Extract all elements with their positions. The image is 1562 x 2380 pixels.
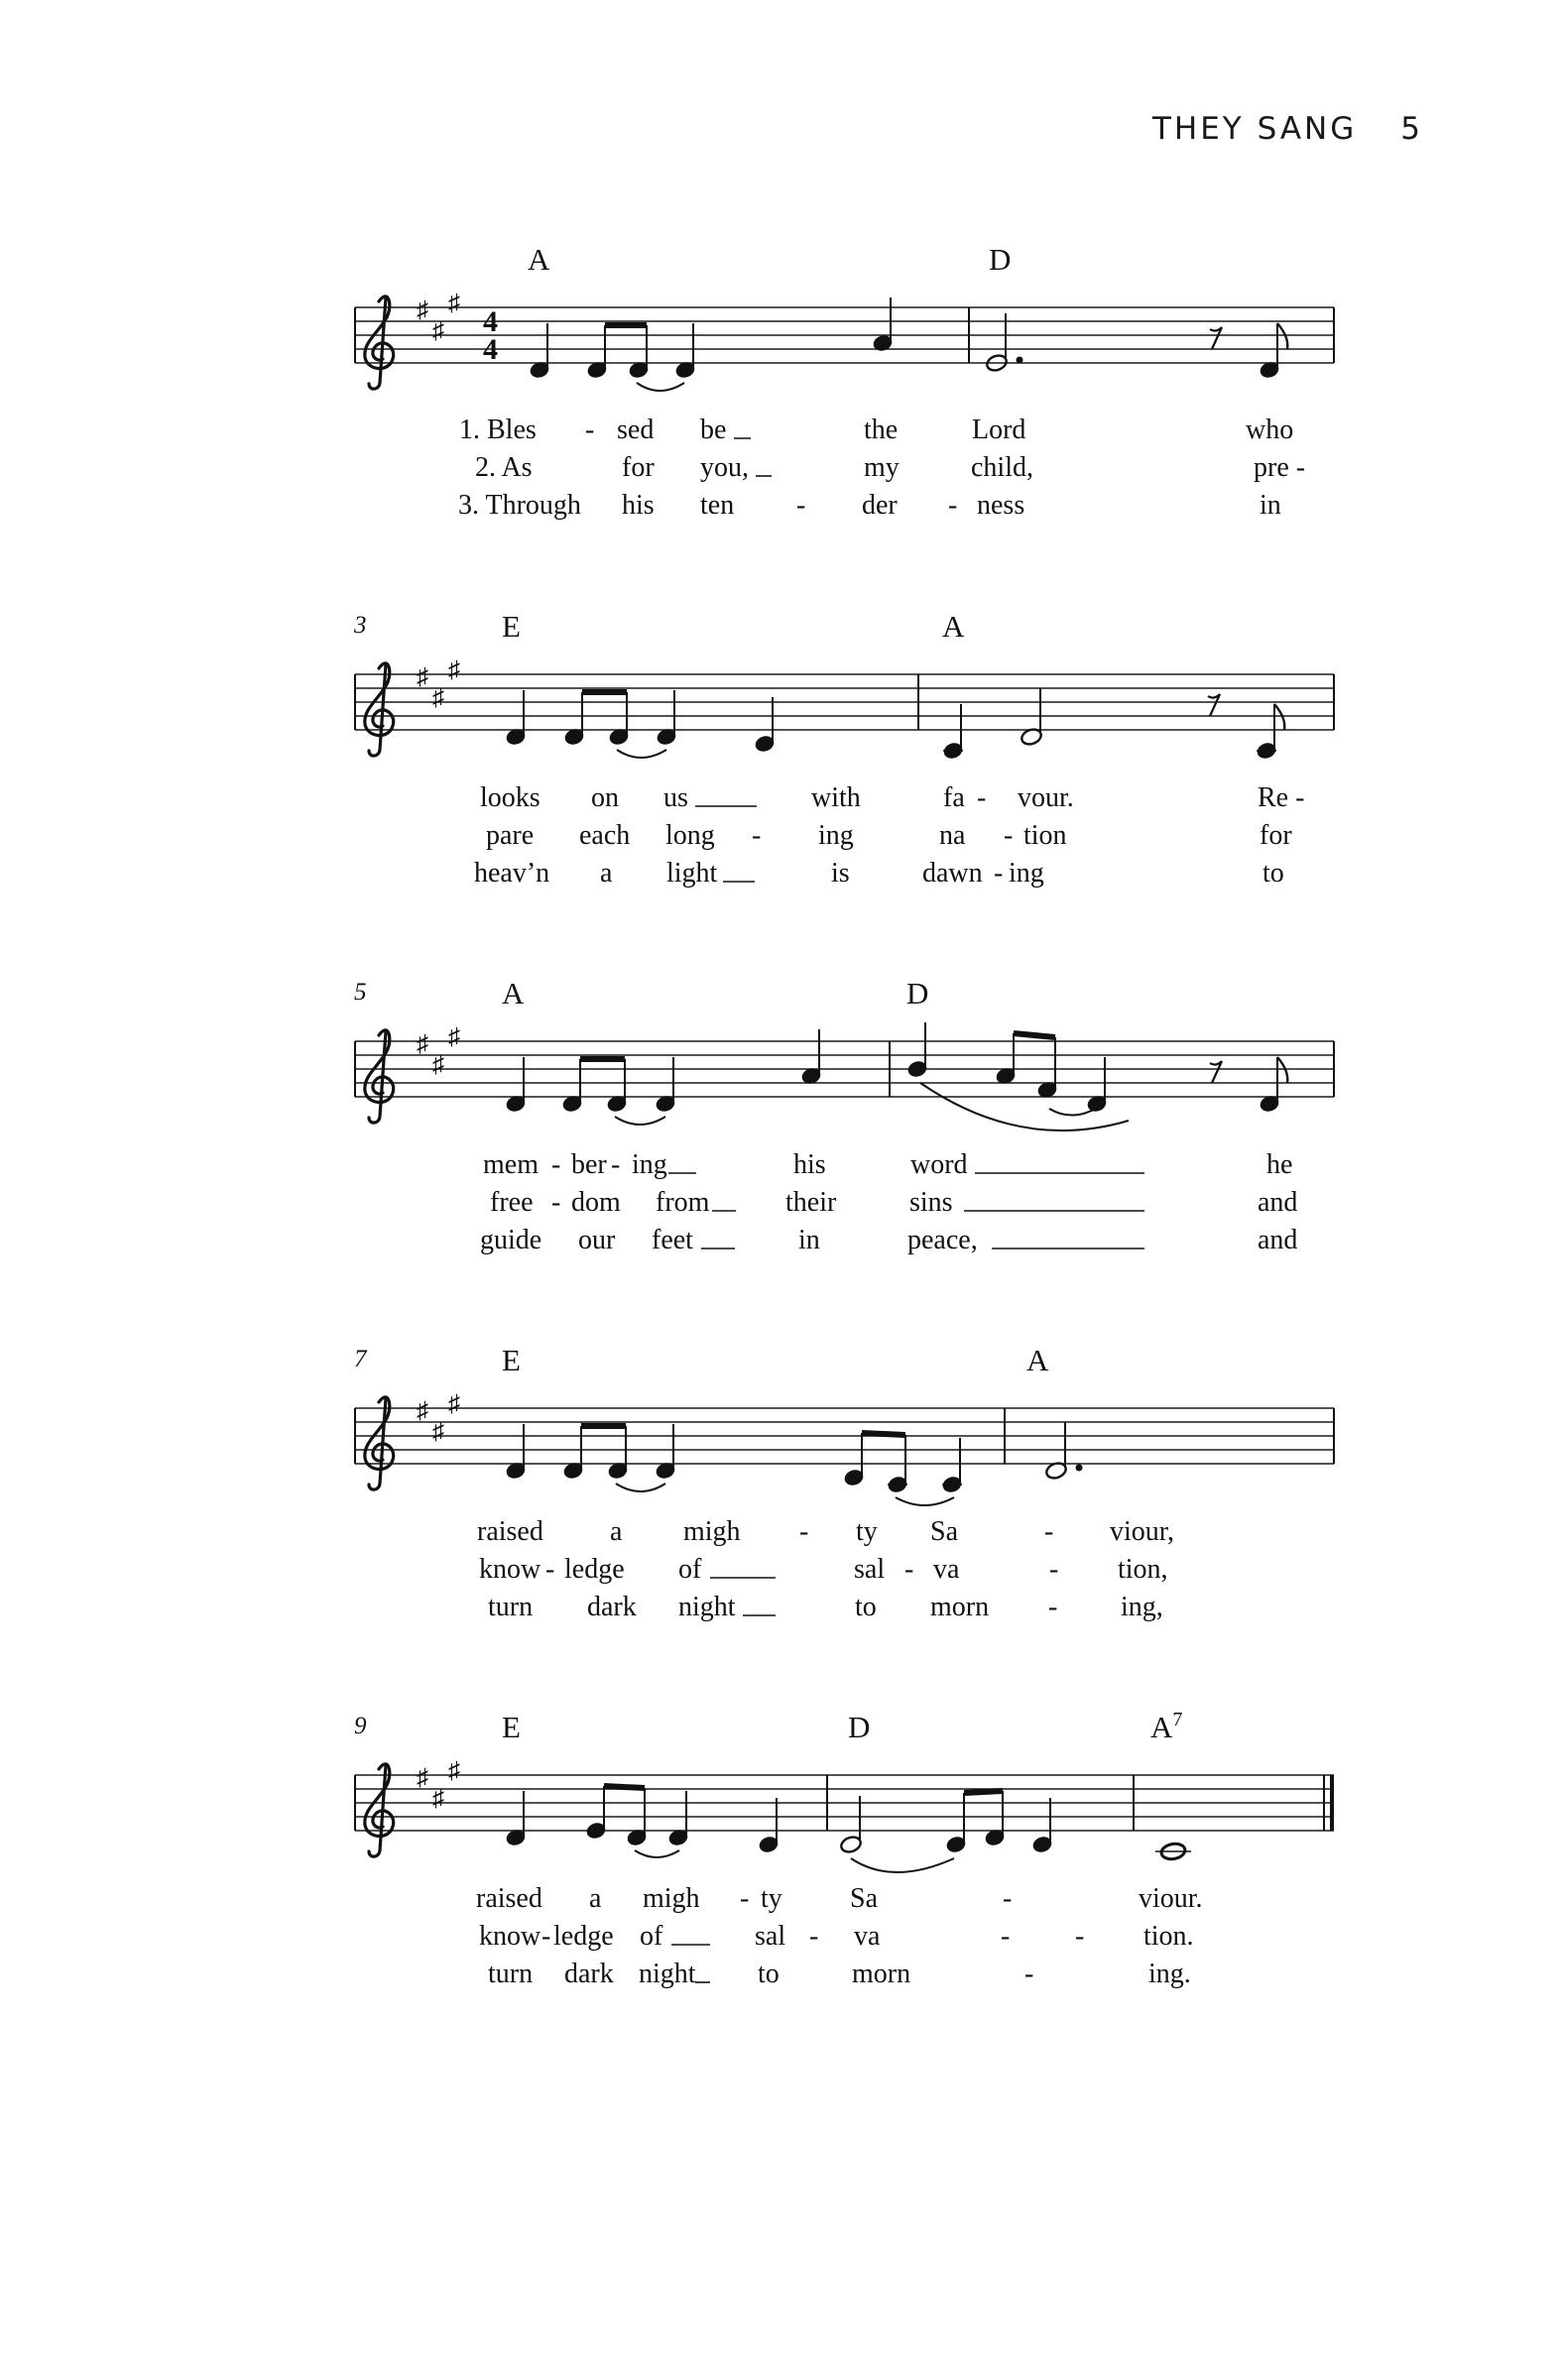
svg-text:ber: ber bbox=[571, 1149, 607, 1180]
svg-text:-: - bbox=[809, 1921, 819, 1952]
svg-text:feet: feet bbox=[652, 1225, 693, 1255]
svg-text:my: my bbox=[864, 452, 900, 483]
svg-text:sal: sal bbox=[854, 1554, 886, 1585]
svg-text:-: - bbox=[1049, 1554, 1059, 1585]
svg-text:night: night bbox=[639, 1959, 696, 1989]
svg-text:-: - bbox=[752, 820, 762, 851]
svg-text:sins: sins bbox=[909, 1187, 953, 1218]
svg-text:-: - bbox=[1001, 1921, 1011, 1952]
treble-clef-icon bbox=[365, 1030, 394, 1123]
treble-clef-icon bbox=[365, 1764, 394, 1856]
system-2 bbox=[353, 609, 1334, 889]
svg-text:-: - bbox=[611, 1149, 621, 1180]
svg-text:mem: mem bbox=[483, 1149, 539, 1180]
key-signature bbox=[417, 291, 460, 344]
svg-text:for: for bbox=[622, 452, 655, 483]
sharp-icon: ♯ bbox=[432, 1419, 444, 1445]
svg-text:migh: migh bbox=[643, 1883, 700, 1914]
svg-text:and: and bbox=[1258, 1187, 1298, 1218]
staff-lines bbox=[355, 1041, 1334, 1097]
svg-text:-: - bbox=[1048, 1592, 1058, 1622]
svg-text:vour.: vour. bbox=[1018, 782, 1074, 813]
sharp-icon: ♯ bbox=[417, 298, 428, 323]
svg-text:peace,: peace, bbox=[907, 1225, 978, 1255]
key-signature bbox=[417, 1391, 460, 1445]
chord-symbol: E bbox=[502, 609, 521, 644]
chord-symbol: A bbox=[942, 609, 965, 644]
svg-text:he: he bbox=[1266, 1149, 1293, 1180]
svg-text:-: - bbox=[796, 490, 806, 521]
notes bbox=[529, 298, 1287, 391]
svg-text:heav’n: heav’n bbox=[474, 858, 550, 889]
notes bbox=[505, 688, 1284, 761]
svg-text:-: - bbox=[1024, 1959, 1034, 1989]
lyric-line-verse-1 bbox=[476, 1883, 1203, 1914]
measure-number: 7 bbox=[354, 1346, 367, 1372]
sharp-icon: ♯ bbox=[417, 1031, 428, 1057]
lyric-line-verse-1 bbox=[480, 782, 1304, 813]
svg-text:ing,: ing, bbox=[1121, 1592, 1163, 1622]
lyric-line-verse-1 bbox=[483, 1149, 1292, 1180]
svg-text:dark: dark bbox=[587, 1592, 637, 1622]
sharp-icon: ♯ bbox=[417, 664, 428, 690]
svg-text:ing.: ing. bbox=[1148, 1959, 1191, 1989]
sharp-icon: ♯ bbox=[448, 1391, 460, 1417]
svg-text:word: word bbox=[910, 1149, 968, 1180]
svg-text:-: - bbox=[545, 1554, 555, 1585]
chord-symbol: A bbox=[502, 976, 525, 1011]
time-signature-bottom: 4 bbox=[483, 333, 498, 366]
svg-text:morn: morn bbox=[930, 1592, 990, 1622]
sharp-icon: ♯ bbox=[432, 1786, 444, 1812]
system-3 bbox=[354, 976, 1334, 1255]
svg-text:va: va bbox=[933, 1554, 960, 1585]
chord-symbols bbox=[528, 242, 1011, 277]
sharp-icon: ♯ bbox=[417, 1398, 428, 1424]
svg-text:fa: fa bbox=[943, 782, 965, 813]
lyric-line-verse-1 bbox=[459, 415, 1293, 445]
notes bbox=[505, 1786, 1191, 1872]
svg-text:3. Through: 3. Through bbox=[458, 490, 581, 521]
svg-text:ledge: ledge bbox=[564, 1554, 625, 1585]
svg-text:who: who bbox=[1246, 415, 1294, 445]
staff-lines bbox=[355, 307, 1334, 363]
chord-symbol: $A^7$ bbox=[1150, 1709, 1183, 1744]
svg-text:pre -: pre - bbox=[1254, 452, 1306, 483]
svg-text:-: - bbox=[740, 1883, 750, 1914]
sharp-icon: ♯ bbox=[448, 1758, 460, 1784]
notes bbox=[505, 1022, 1287, 1130]
svg-text:-: - bbox=[541, 1921, 551, 1952]
time-signature bbox=[483, 305, 498, 366]
eighth-rest-icon bbox=[1210, 1061, 1222, 1083]
svg-text:ing: ing bbox=[632, 1149, 667, 1180]
eighth-rest-icon bbox=[1210, 327, 1222, 349]
svg-text:ing: ing bbox=[1009, 858, 1044, 889]
key-signature bbox=[417, 1024, 460, 1078]
chord-symbol: D bbox=[906, 976, 929, 1011]
svg-text:night: night bbox=[678, 1592, 736, 1622]
svg-text:looks: looks bbox=[480, 782, 541, 813]
svg-text:each: each bbox=[579, 820, 631, 851]
sharp-icon: ♯ bbox=[432, 318, 444, 344]
svg-text:guide: guide bbox=[480, 1225, 542, 1255]
svg-text:their: their bbox=[785, 1187, 837, 1218]
lyric-line-verse-2 bbox=[490, 1187, 1297, 1218]
svg-text:1. Bles: 1. Bles bbox=[459, 415, 537, 445]
svg-text:migh: migh bbox=[683, 1516, 741, 1547]
svg-text:-: - bbox=[585, 415, 595, 445]
lyric-line-verse-3 bbox=[488, 1592, 1163, 1622]
svg-text:pare: pare bbox=[486, 820, 535, 851]
system-5 bbox=[354, 1709, 1334, 1989]
chord-symbols bbox=[502, 609, 965, 644]
svg-text:-: - bbox=[551, 1187, 561, 1218]
lyric-line-verse-3 bbox=[480, 1225, 1297, 1255]
svg-text:-: - bbox=[1075, 1921, 1085, 1952]
svg-text:us: us bbox=[663, 782, 688, 813]
treble-clef-icon bbox=[365, 297, 394, 389]
chord-symbol: A bbox=[528, 242, 550, 277]
svg-text:ty: ty bbox=[761, 1883, 782, 1914]
lyrics bbox=[480, 1149, 1297, 1255]
svg-text:-: - bbox=[1004, 820, 1014, 851]
svg-text:dawn: dawn bbox=[922, 858, 983, 889]
svg-text:turn: turn bbox=[488, 1959, 534, 1989]
lyrics bbox=[458, 415, 1305, 521]
svg-text:for: for bbox=[1260, 820, 1292, 851]
chord-symbol: D bbox=[989, 242, 1012, 277]
sharp-icon: ♯ bbox=[432, 1052, 444, 1078]
sharp-icon: ♯ bbox=[417, 1765, 428, 1791]
svg-text:morn: morn bbox=[852, 1959, 911, 1989]
svg-text:our: our bbox=[578, 1225, 616, 1255]
svg-text:you,: you, bbox=[700, 452, 749, 483]
svg-text:Sa: Sa bbox=[930, 1516, 958, 1547]
svg-text:of: of bbox=[640, 1921, 663, 1952]
svg-text:a: a bbox=[610, 1516, 623, 1547]
svg-text:with: with bbox=[811, 782, 861, 813]
svg-text:dom: dom bbox=[571, 1187, 621, 1218]
sharp-icon: ♯ bbox=[448, 291, 460, 316]
svg-text:ty: ty bbox=[856, 1516, 878, 1547]
svg-text:-: - bbox=[994, 858, 1004, 889]
measure-number: 3 bbox=[354, 612, 367, 639]
svg-text:of: of bbox=[678, 1554, 702, 1585]
key-signature bbox=[417, 657, 460, 711]
lyric-line-verse-2 bbox=[479, 1554, 1168, 1585]
svg-text:to: to bbox=[758, 1959, 780, 1989]
svg-text:Re -: Re - bbox=[1258, 782, 1305, 813]
svg-text:-: - bbox=[551, 1149, 561, 1180]
staff-lines bbox=[355, 674, 1334, 730]
svg-text:from: from bbox=[656, 1187, 710, 1218]
treble-clef-icon bbox=[365, 663, 394, 756]
sharp-icon: ♯ bbox=[448, 1024, 460, 1050]
svg-text:light: light bbox=[666, 858, 718, 889]
svg-text:child,: child, bbox=[971, 452, 1033, 483]
svg-text:a: a bbox=[600, 858, 613, 889]
lyrics bbox=[474, 782, 1304, 889]
svg-text:der: der bbox=[862, 490, 898, 521]
chord-symbols bbox=[502, 976, 928, 1011]
svg-text:ness: ness bbox=[977, 490, 1025, 521]
lyric-line-verse-1 bbox=[477, 1516, 1174, 1547]
lyric-line-verse-3 bbox=[488, 1959, 1191, 1989]
svg-text:turn: turn bbox=[488, 1592, 534, 1622]
measure-number: 9 bbox=[354, 1713, 367, 1739]
treble-clef-icon bbox=[365, 1397, 394, 1489]
svg-text:his: his bbox=[622, 490, 655, 521]
svg-text:viour.: viour. bbox=[1139, 1883, 1203, 1914]
chord-symbols bbox=[502, 1343, 1049, 1377]
svg-text:long: long bbox=[665, 820, 715, 851]
staff-lines bbox=[355, 1408, 1334, 1464]
svg-text:his: his bbox=[793, 1149, 826, 1180]
svg-text:tion,: tion, bbox=[1118, 1554, 1168, 1585]
svg-text:in: in bbox=[798, 1225, 820, 1255]
lyrics bbox=[476, 1883, 1203, 1989]
svg-text:to: to bbox=[1262, 858, 1284, 889]
time-signature-top: 4 bbox=[483, 305, 498, 338]
svg-text:a: a bbox=[589, 1883, 602, 1914]
svg-text:2. As: 2. As bbox=[475, 452, 533, 483]
chord-symbols bbox=[502, 1709, 1182, 1744]
svg-text:-: - bbox=[948, 490, 958, 521]
svg-text:sal: sal bbox=[755, 1921, 786, 1952]
svg-text:-: - bbox=[977, 782, 987, 813]
svg-text:know: know bbox=[479, 1554, 541, 1585]
lyric-line-verse-2 bbox=[475, 452, 1305, 483]
chord-symbol: A bbox=[1026, 1343, 1049, 1377]
svg-text:dark: dark bbox=[564, 1959, 614, 1989]
running-title: THEY SANG bbox=[1151, 111, 1358, 147]
system-1 bbox=[355, 242, 1334, 521]
svg-text:na: na bbox=[939, 820, 966, 851]
svg-text:and: and bbox=[1258, 1225, 1298, 1255]
svg-text:va: va bbox=[854, 1921, 881, 1952]
svg-text:viour,: viour, bbox=[1110, 1516, 1174, 1547]
svg-text:is: is bbox=[831, 858, 850, 889]
chord-symbol: E bbox=[502, 1710, 521, 1744]
svg-text:on: on bbox=[591, 782, 619, 813]
svg-text:tion.: tion. bbox=[1143, 1921, 1194, 1952]
svg-text:-: - bbox=[1003, 1883, 1013, 1914]
svg-text:-: - bbox=[799, 1516, 809, 1547]
svg-text:be: be bbox=[700, 415, 727, 445]
svg-text:in: in bbox=[1260, 490, 1281, 521]
eighth-rest-icon bbox=[1208, 694, 1220, 716]
lyric-line-verse-2 bbox=[479, 1921, 1194, 1952]
svg-text:raised: raised bbox=[477, 1516, 543, 1547]
sharp-icon: ♯ bbox=[448, 657, 460, 683]
svg-text:-: - bbox=[904, 1554, 914, 1585]
key-signature bbox=[417, 1758, 460, 1812]
measure-number: 5 bbox=[354, 979, 367, 1006]
svg-text:raised: raised bbox=[476, 1883, 542, 1914]
chord-symbol: E bbox=[502, 1343, 521, 1377]
svg-text:Lord: Lord bbox=[972, 415, 1026, 445]
svg-text:sed: sed bbox=[617, 415, 655, 445]
lyric-line-verse-3 bbox=[474, 858, 1284, 889]
svg-text:free: free bbox=[490, 1187, 534, 1218]
svg-text:to: to bbox=[855, 1592, 877, 1622]
system-4 bbox=[354, 1343, 1334, 1622]
svg-text:ing: ing bbox=[818, 820, 854, 851]
svg-text:the: the bbox=[864, 415, 899, 445]
svg-text:ledge: ledge bbox=[553, 1921, 614, 1952]
svg-text:ten: ten bbox=[700, 490, 735, 521]
lyric-line-verse-3 bbox=[458, 490, 1281, 521]
svg-text:-: - bbox=[1044, 1516, 1054, 1547]
chord-symbol: D bbox=[848, 1710, 871, 1744]
svg-text:tion: tion bbox=[1023, 820, 1067, 851]
svg-text:know: know bbox=[479, 1921, 541, 1952]
lyrics bbox=[477, 1516, 1174, 1622]
staff-lines bbox=[355, 1775, 1334, 1831]
lyric-line-verse-2 bbox=[486, 820, 1292, 851]
svg-text:Sa: Sa bbox=[850, 1883, 878, 1914]
page-number: 5 bbox=[1400, 111, 1423, 147]
sharp-icon: ♯ bbox=[432, 685, 444, 711]
